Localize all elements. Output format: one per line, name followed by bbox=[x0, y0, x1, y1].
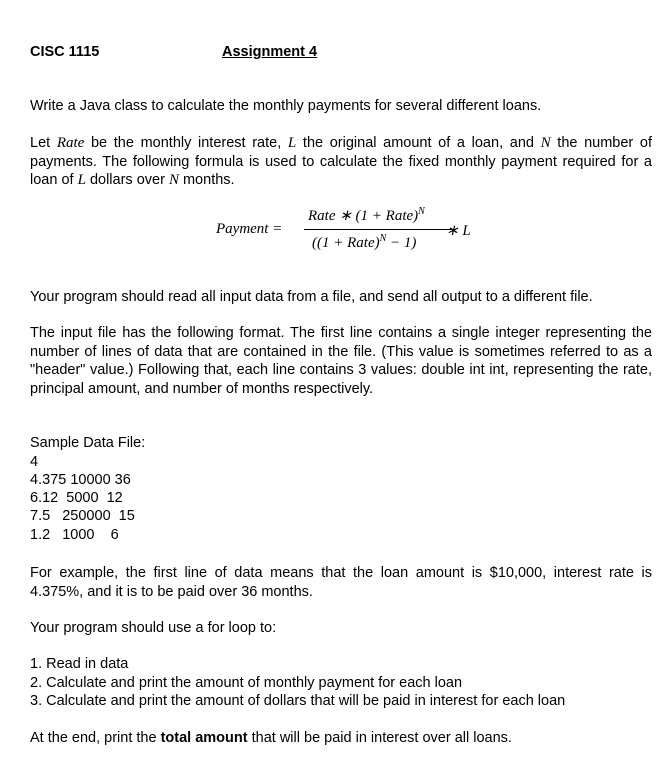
step-item: 3. Calculate and print the amount of dollars that will be paid in interest for each loan bbox=[30, 693, 566, 709]
assignment-title: Assignment 4 bbox=[222, 44, 318, 60]
steps-list bbox=[30, 655, 652, 711]
sample-line: 7.5 250000 15 bbox=[30, 508, 135, 525]
def-text-2: be the monthly interest rate, bbox=[84, 135, 288, 151]
fraction-bar bbox=[304, 229, 456, 230]
numerator-exponent: N bbox=[418, 206, 425, 217]
sample-line: 6.12 5000 12 bbox=[30, 490, 123, 507]
def-text-4: the number of payments. The following formula is used to calculate the fixed monthly payment required for a loan of bbox=[30, 135, 653, 188]
final-text-1: At the end, print the bbox=[30, 730, 161, 746]
def-text-3: the original amount of a loan, and bbox=[296, 135, 541, 151]
step-item: 1. Read in data bbox=[30, 656, 129, 672]
formula-lhs: Payment = bbox=[216, 221, 283, 237]
var-rate: Rate bbox=[56, 135, 85, 151]
var-l: L bbox=[287, 135, 297, 151]
var-n: N bbox=[540, 135, 551, 151]
var-l-2: L bbox=[77, 172, 86, 188]
numerator-text: Rate ∗ (1 + Rate) bbox=[308, 208, 419, 224]
denominator-tail: − 1) bbox=[386, 235, 417, 251]
def-text-6: months. bbox=[178, 172, 235, 188]
formula-denominator bbox=[312, 233, 416, 252]
var-n-2: N bbox=[168, 172, 179, 188]
sample-label: Sample Data File: bbox=[30, 435, 146, 451]
example-paragraph: For example, the first line of data means that the loan amount is $10,000, interest rate is 4.375%, and it is to be paid over 36 months. bbox=[30, 565, 652, 600]
formula-numerator bbox=[308, 206, 425, 225]
sample-data bbox=[30, 434, 145, 544]
step-item: 2. Calculate and print the amount of monthly payment for each loan bbox=[30, 674, 463, 691]
sample-line: 1.2 1000 6 bbox=[30, 526, 119, 543]
loop-intro: Your program should use a for loop to: bbox=[30, 620, 277, 636]
def-text-5: dollars over bbox=[85, 172, 169, 188]
final-paragraph bbox=[30, 729, 652, 748]
intro-paragraph: Write a Java class to calculate the monthly payments for several different loans. bbox=[30, 98, 542, 114]
io-paragraph: Your program should read all input data from a file, and send all output to a different file. bbox=[30, 289, 593, 305]
course-code: CISC 1115 bbox=[30, 44, 100, 60]
final-bold: total amount bbox=[160, 730, 248, 746]
sample-lines bbox=[30, 453, 145, 544]
denominator-exponent: N bbox=[379, 233, 387, 244]
denominator-text: ((1 + Rate) bbox=[312, 235, 380, 251]
format-paragraph: The input file has the following format. The first line contains a single integer representing the number of lines of data that are contained in the file. (This value is sometimes referred to as a "header" value.) Following that, each line contains 3 values: double int int, representing the rate, principal amount, and number of months respectively. bbox=[30, 325, 652, 397]
sample-line: 4.375 10000 36 bbox=[30, 471, 131, 488]
final-text-2: that will be paid in interest over all loans. bbox=[247, 730, 512, 746]
sample-line: 4 bbox=[30, 453, 39, 470]
def-text-1: Let bbox=[30, 135, 57, 151]
payment-formula bbox=[216, 206, 476, 256]
formula-rhs: ∗ L bbox=[446, 223, 471, 239]
definitions-paragraph bbox=[30, 134, 652, 190]
